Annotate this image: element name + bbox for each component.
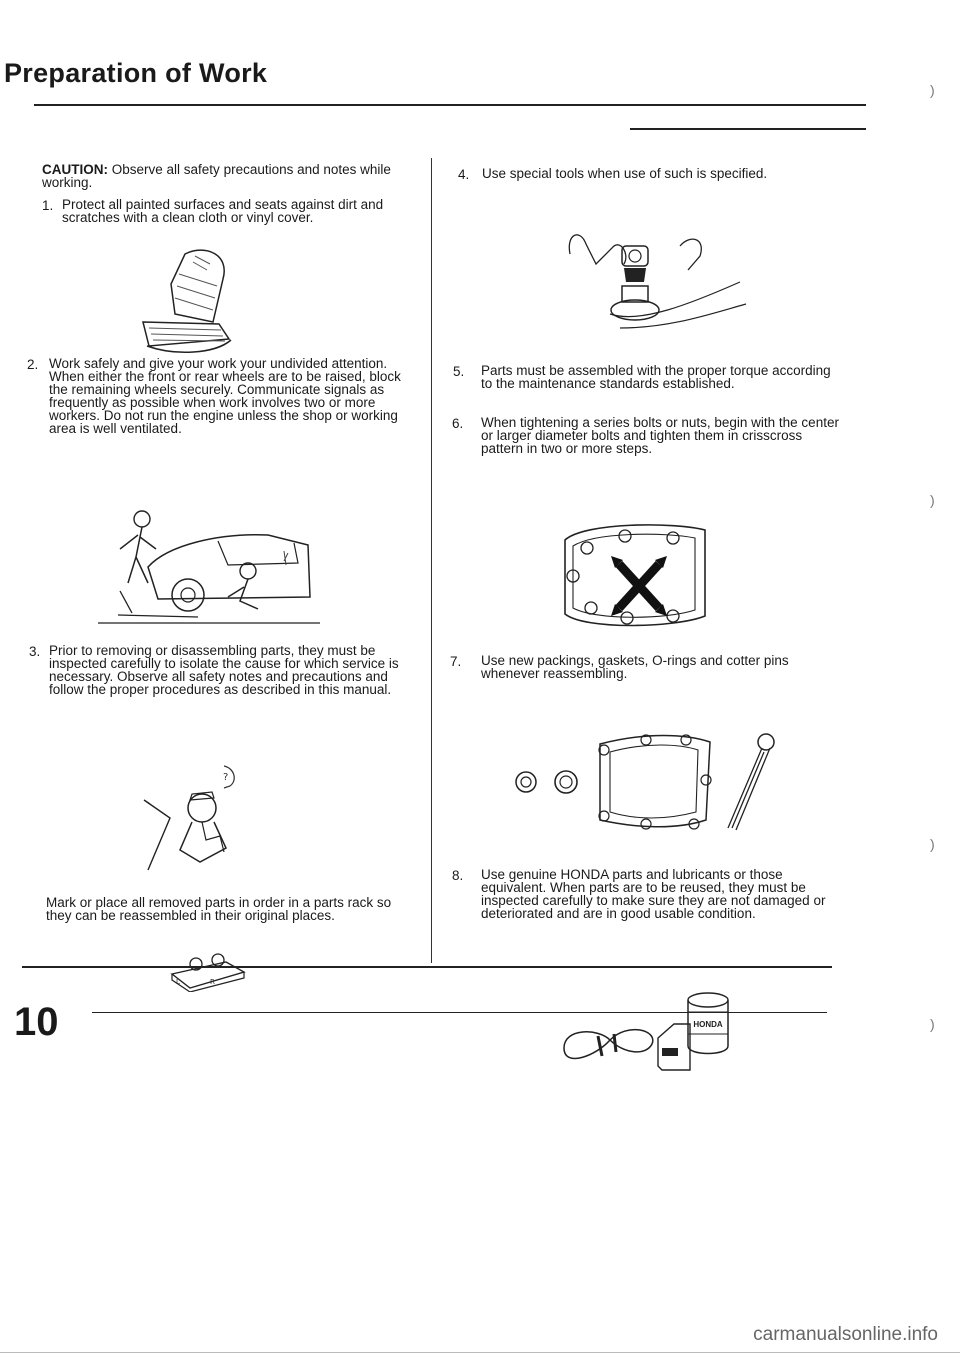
svg-text:?: ?: [223, 772, 229, 783]
parts-rack-illustration: [168, 948, 248, 992]
item-text: Protect all painted surfaces and seats against dirt and scratches with a clean cloth or vinyl cover.: [62, 197, 384, 225]
header-rule: [34, 104, 866, 106]
watermark-rule: [0, 1352, 960, 1353]
rack-label-right: R: [210, 978, 215, 986]
item-number: 4.: [458, 167, 470, 182]
genuine-parts-lubricant-illustration: [558, 978, 738, 1084]
rack-label-left: L: [176, 978, 180, 986]
binding-hole-mark: ): [930, 836, 935, 852]
footer-rule: [22, 966, 832, 968]
caution-note: [42, 163, 402, 189]
crisscross-bolt-pattern-illustration: [555, 516, 715, 638]
caution-text: Observe all safety precautions and notes while working.: [42, 162, 391, 190]
binding-hole-mark: ): [930, 1016, 935, 1032]
binding-hole-mark: ): [930, 82, 935, 98]
item-number: 8.: [452, 868, 464, 883]
gaskets-orings-cotterpin-illustration: [496, 724, 796, 836]
site-watermark: carmanualsonline.info: [753, 1324, 938, 1345]
page-title: Preparation of Work: [4, 58, 268, 88]
item-number: 6.: [452, 416, 464, 431]
item-number: 1.: [42, 198, 54, 213]
footer-rule-secondary: [92, 1012, 827, 1013]
thinking-mechanic-illustration: [140, 760, 250, 872]
page-number: 10: [14, 1000, 59, 1044]
item-text: Work safely and give your work your undivided attention. When either the front or rear wheels are to be raised, block the remaining wheels securely. Communicate signals as frequently as possible when work involves two or more workers. Do not run the engine unless the shop or working area is well ventilated.: [49, 356, 401, 436]
item-number: 3.: [29, 644, 41, 659]
honda-can-label: HONDA: [693, 1020, 723, 1029]
item-number: 7.: [450, 654, 462, 669]
item-number: 5.: [453, 364, 465, 379]
parts-rack-note: Mark or place all removed parts in order in a parts rack so they can be reassembled in their original places.: [46, 895, 392, 923]
column-divider: [431, 158, 432, 963]
caution-label: CAUTION:: [42, 162, 108, 177]
item-text: Parts must be assembled with the proper torque according to the maintenance standards established.: [481, 363, 831, 391]
item-text: Use special tools when use of such is specified.: [482, 166, 768, 181]
header-rule-secondary: [630, 128, 866, 130]
seat-cover-illustration: [135, 244, 245, 356]
item-text: Use genuine HONDA parts and lubricants or those equivalent. When parts are to be reused, they must be inspected carefully to make sure they are not damaged or deteriorated and are in good usable condition.: [481, 867, 826, 921]
item-text: Prior to removing or disassembling parts, they must be inspected carefully to isolate the cause for which service is necessary. Observe all safety notes and precautions and follow the proper procedures as described in this manual.: [49, 643, 399, 697]
workers-car-jack-illustration: [98, 505, 320, 627]
item-text: When tightening a series bolts or nuts, begin with the center or larger diameter bolts and tighten them in crisscross pattern in two or more steps.: [481, 415, 839, 456]
item-number: 2.: [27, 357, 39, 372]
special-tool-illustration: [560, 224, 750, 332]
binding-hole-mark: ): [930, 492, 935, 508]
item-text: Use new packings, gaskets, O-rings and cotter pins whenever reassembling.: [481, 653, 789, 681]
